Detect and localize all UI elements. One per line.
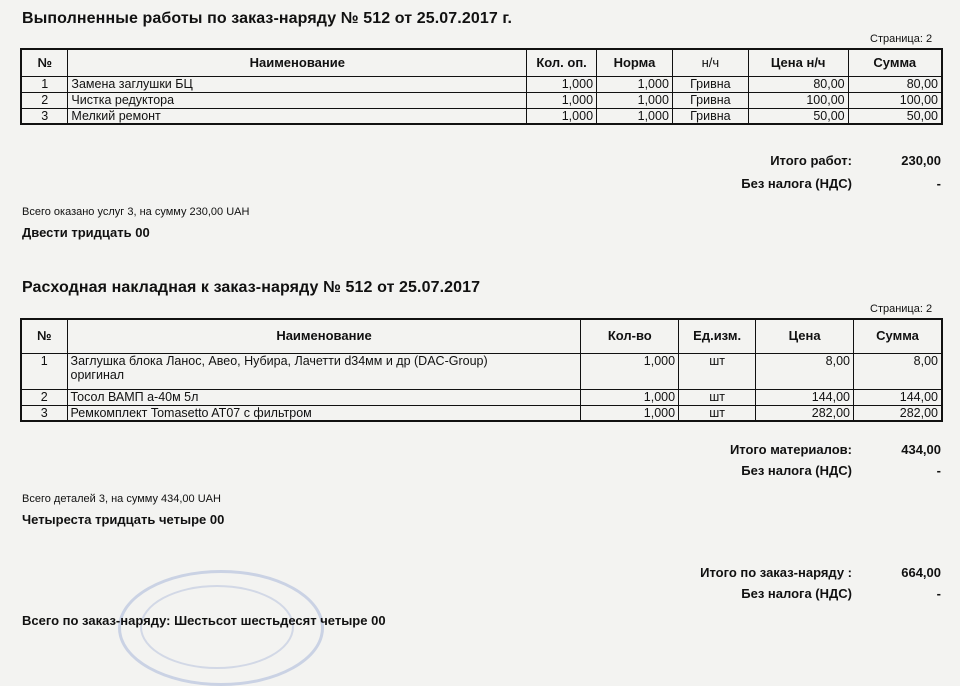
materials-col-name: Наименование	[67, 319, 581, 353]
table-row	[21, 108, 942, 124]
materials-tax-value: -	[936, 463, 941, 478]
cell-name: Заглушка блока Ланос, Авео, Нубира, Лачетти d34мм и др (DAC-Group) оригинал	[67, 353, 581, 389]
order-total-value: 664,00	[901, 565, 941, 580]
works-col-price: Цена н/ч	[748, 49, 848, 76]
order-total-label: Итого по заказ-наряду :	[700, 565, 852, 580]
cell-sum: 8,00	[854, 353, 942, 389]
materials-total-value: 434,00	[901, 442, 941, 457]
materials-page-number: Страница: 2	[870, 303, 933, 315]
table-row	[21, 389, 942, 405]
cell-unit: шт	[679, 389, 756, 405]
materials-col-sum: Сумма	[854, 319, 942, 353]
cell-number: 2	[21, 389, 67, 405]
cell-sum: 282,00	[854, 405, 942, 421]
works-title: Выполненные работы по заказ-наряду № 512 от 25.07.2017 г.	[22, 10, 513, 27]
materials-col-price: Цена	[756, 319, 854, 353]
order-tax-label: Без налога (НДС)	[741, 586, 852, 601]
cell-name: Чистка редуктора	[68, 92, 527, 108]
table-row	[21, 76, 942, 92]
works-col-sum: Сумма	[848, 49, 942, 76]
materials-table	[20, 318, 943, 422]
works-page-number: Страница: 2	[870, 33, 933, 45]
cell-price: 144,00	[756, 389, 854, 405]
works-col-norm: Норма	[597, 49, 673, 76]
cell-unit: Гривна	[672, 108, 748, 124]
works-col-hours: н/ч	[672, 49, 748, 76]
works-total-value: 230,00	[901, 153, 941, 168]
materials-col-qty: Кол-во	[581, 319, 679, 353]
cell-unit: шт	[679, 353, 756, 389]
works-total-label: Итого работ:	[770, 153, 852, 168]
table-row	[21, 353, 942, 389]
cell-price: 282,00	[756, 405, 854, 421]
works-table	[20, 48, 943, 125]
cell-qty: 1,000	[581, 353, 679, 389]
cell-norm: 1,000	[597, 92, 673, 108]
works-col-ops: Кол. оп.	[527, 49, 597, 76]
cell-norm: 1,000	[597, 76, 673, 92]
cell-number: 3	[21, 108, 68, 124]
works-table-header	[21, 49, 942, 76]
cell-number: 2	[21, 92, 68, 108]
order-tax-value: -	[936, 586, 941, 601]
cell-sum: 80,00	[848, 76, 942, 92]
cell-sum: 100,00	[848, 92, 942, 108]
materials-amount-words: Четыреста тридцать четыре 00	[22, 512, 225, 527]
table-row	[21, 92, 942, 108]
cell-name: Замена заглушки БЦ	[68, 76, 527, 92]
cell-number: 3	[21, 405, 67, 421]
cell-ops: 1,000	[527, 76, 597, 92]
cell-unit: Гривна	[672, 76, 748, 92]
materials-tax-label: Без налога (НДС)	[741, 463, 852, 478]
materials-col-number: №	[21, 319, 67, 353]
cell-price: 50,00	[748, 108, 848, 124]
cell-unit: шт	[679, 405, 756, 421]
cell-unit: Гривна	[672, 92, 748, 108]
materials-summary: Всего деталей 3, на сумму 434,00 UAH	[22, 493, 221, 505]
cell-name: Мелкий ремонт	[68, 108, 527, 124]
cell-sum: 144,00	[854, 389, 942, 405]
cell-number: 1	[21, 76, 68, 92]
order-amount-words: Всего по заказ-наряду: Шестьсот шестьдесят четыре 00	[22, 613, 386, 628]
cell-name: Тосол ВАМП а-40м 5л	[67, 389, 581, 405]
cell-ops: 1,000	[527, 108, 597, 124]
works-amount-words: Двести тридцать 00	[22, 225, 150, 240]
cell-price: 8,00	[756, 353, 854, 389]
works-tax-value: -	[936, 176, 941, 191]
cell-norm: 1,000	[597, 108, 673, 124]
materials-table-header	[21, 319, 942, 353]
works-tax-label: Без налога (НДС)	[741, 176, 852, 191]
cell-qty: 1,000	[581, 405, 679, 421]
cell-name: Ремкомплект Tomasetto AT07 с фильтром	[67, 405, 581, 421]
cell-number: 1	[21, 353, 67, 389]
cell-ops: 1,000	[527, 92, 597, 108]
materials-total-label: Итого материалов:	[729, 442, 852, 457]
works-summary: Всего оказано услуг 3, на сумму 230,00 UAH	[22, 206, 250, 218]
works-col-name: Наименование	[68, 49, 527, 76]
works-col-number: №	[21, 49, 68, 76]
cell-sum: 50,00	[848, 108, 942, 124]
cell-price: 80,00	[748, 76, 848, 92]
materials-col-unit: Ед.изм.	[679, 319, 756, 353]
table-row	[21, 405, 942, 421]
materials-title: Расходная накладная к заказ-наряду № 512 от 25.07.2017	[22, 279, 481, 296]
cell-price: 100,00	[748, 92, 848, 108]
cell-qty: 1,000	[581, 389, 679, 405]
